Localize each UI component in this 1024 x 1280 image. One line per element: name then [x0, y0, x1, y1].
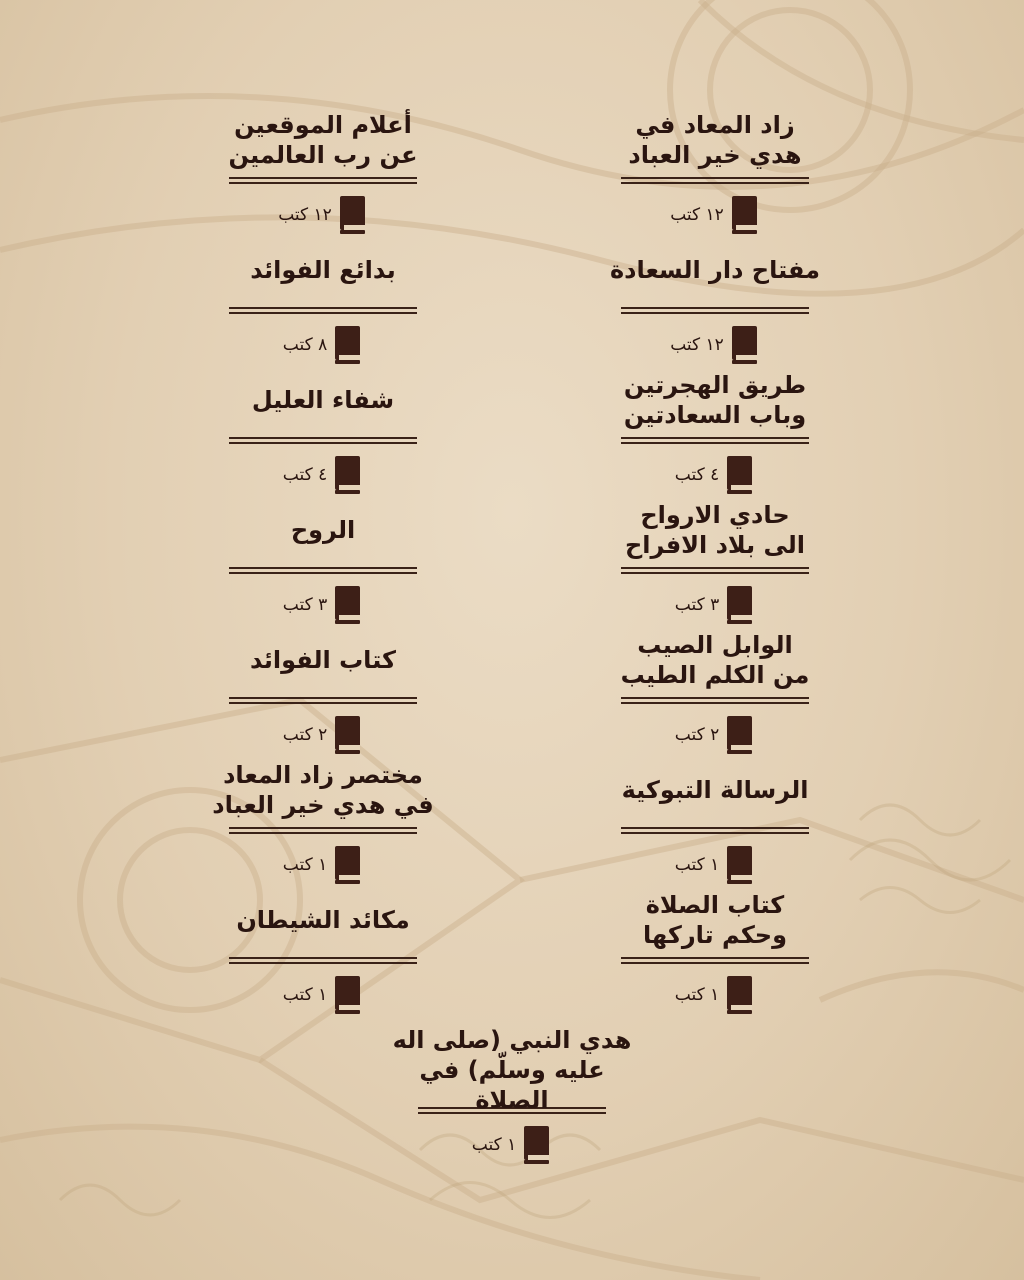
book-count: [203, 714, 443, 756]
book-count: [595, 584, 835, 626]
double-underline: [229, 957, 417, 964]
book-icon: [338, 195, 368, 235]
book-count-label: ٢ كتب: [674, 725, 720, 745]
book-icon: [730, 195, 760, 235]
book-title: أعلام الموقعين عن رب العالمين: [228, 111, 418, 169]
book-count: [595, 974, 835, 1016]
double-underline: [621, 177, 809, 184]
double-underline: [621, 307, 809, 314]
book-entry[interactable]: [595, 105, 835, 236]
double-underline: [229, 697, 417, 704]
book-title: الرسالة التبوكية: [621, 776, 809, 804]
book-count-label: ١ كتب: [282, 985, 328, 1005]
book-entry[interactable]: [203, 495, 443, 626]
book-title: مكائد الشيطان: [236, 906, 410, 934]
double-underline: [229, 437, 417, 444]
double-underline: [621, 827, 809, 834]
book-title: حادي الارواح الى بلاد الافراح: [624, 501, 806, 559]
book-title: مختصر زاد المعاد في هدي خير العباد: [212, 761, 434, 819]
book-title: بدائع الفوائد: [250, 256, 396, 284]
double-underline: [229, 567, 417, 574]
book-count: [595, 714, 835, 756]
book-entry[interactable]: [595, 755, 835, 886]
double-underline: [621, 957, 809, 964]
book-entry[interactable]: [203, 885, 443, 1016]
book-icon: [333, 975, 363, 1015]
book-count-label: ١ كتب: [471, 1135, 517, 1155]
book-count: [595, 844, 835, 886]
book-icon: [333, 325, 363, 365]
book-icon: [333, 455, 363, 495]
book-count: [595, 454, 835, 496]
book-count: [384, 1124, 640, 1166]
book-icon: [333, 585, 363, 625]
book-icon: [730, 325, 760, 365]
book-icon: [522, 1125, 552, 1165]
book-count: [203, 324, 443, 366]
double-underline: [229, 177, 417, 184]
book-entry[interactable]: [203, 365, 443, 496]
double-underline: [621, 567, 809, 574]
book-count-label: ١٢ كتب: [278, 205, 332, 225]
book-count: [203, 584, 443, 626]
book-title: مفتاح دار السعادة: [610, 256, 821, 284]
book-count-label: ٨ كتب: [282, 335, 328, 355]
book-title: شفاء العليل: [251, 386, 395, 414]
book-count-label: ٢ كتب: [282, 725, 328, 745]
book-count-label: ١٢ كتب: [670, 335, 724, 355]
book-count: [595, 324, 835, 366]
book-entry[interactable]: [595, 625, 835, 756]
book-title: هدي النبي (صلى اله عليه وسلّم) في الصلاة: [392, 1026, 632, 1114]
book-title: زاد المعاد في هدي خير العباد: [628, 111, 802, 169]
book-title: الروح: [290, 516, 356, 544]
book-entry[interactable]: [595, 495, 835, 626]
book-icon: [725, 585, 755, 625]
book-count-label: ٤ كتب: [282, 465, 328, 485]
book-entry[interactable]: [203, 105, 443, 236]
book-count-label: ١ كتب: [674, 855, 720, 875]
book-entry[interactable]: [595, 885, 835, 1016]
book-count-label: ٣ كتب: [282, 595, 328, 615]
book-title: الوابل الصيب من الكلم الطيب: [620, 631, 810, 689]
book-count-label: ١ كتب: [674, 985, 720, 1005]
book-entry[interactable]: [384, 1026, 640, 1166]
double-underline: [229, 827, 417, 834]
book-count: [595, 194, 835, 236]
book-entry[interactable]: [203, 755, 443, 886]
book-icon: [333, 845, 363, 885]
book-entry[interactable]: [595, 365, 835, 496]
book-title: كتاب الفوائد: [250, 646, 396, 674]
book-count: [203, 974, 443, 1016]
double-underline: [621, 437, 809, 444]
book-count: [203, 454, 443, 496]
book-entry[interactable]: [203, 625, 443, 756]
book-count: [203, 844, 443, 886]
book-icon: [725, 845, 755, 885]
book-count-label: ١٢ كتب: [670, 205, 724, 225]
book-count-label: ٤ كتب: [674, 465, 720, 485]
book-count: [203, 194, 443, 236]
book-title: كتاب الصلاة وحكم تاركها: [643, 891, 787, 949]
book-count-label: ٣ كتب: [674, 595, 720, 615]
double-underline: [229, 307, 417, 314]
book-icon: [725, 455, 755, 495]
book-entry[interactable]: [595, 235, 835, 366]
book-title: طريق الهجرتين وباب السعادتين: [623, 371, 807, 429]
book-icon: [333, 715, 363, 755]
double-underline: [621, 697, 809, 704]
book-icon: [725, 975, 755, 1015]
book-entry[interactable]: [203, 235, 443, 366]
book-icon: [725, 715, 755, 755]
book-count-label: ١ كتب: [282, 855, 328, 875]
